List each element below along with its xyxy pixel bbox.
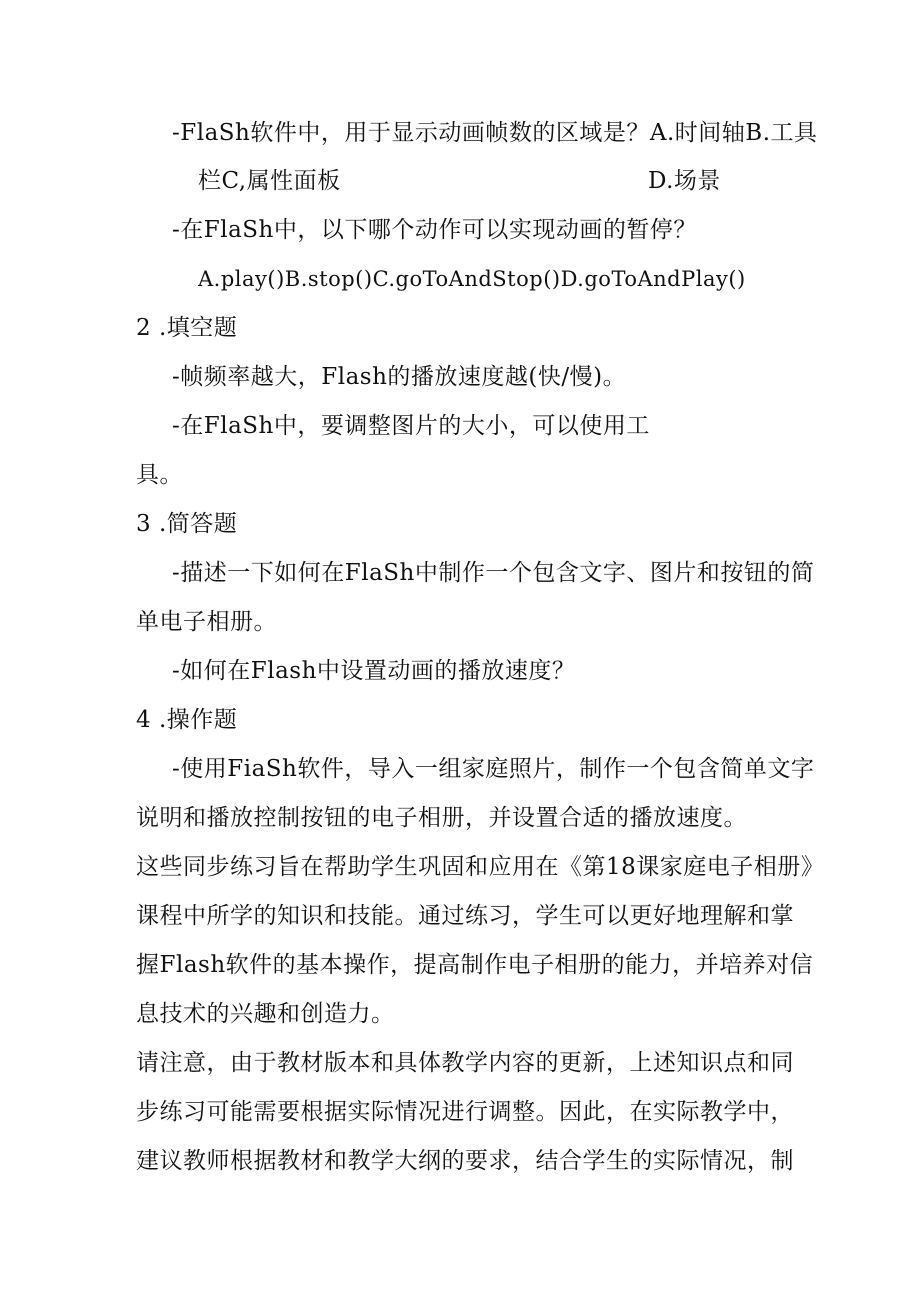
summary-paragraph-line-1: 这些同步练习旨在帮助学生巩固和应用在《第18课家庭电子相册》 xyxy=(136,854,825,880)
section-short-answer-heading: 3 .简答题 xyxy=(136,511,238,537)
operation-question-line-1: -使用FiaSh软件，导入一组家庭照片，制作一个包含简单文字 xyxy=(172,756,815,782)
short-question-1-line-1: -描述一下如何在FlaSh中制作一个包含文字、图片和按钮的简 xyxy=(172,560,815,586)
question-choice-1-line-1: -FlaSh软件中，用于显示动画帧数的区域是？A.时间轴B.工具 xyxy=(172,120,818,146)
section-fill-heading: 2 .填空题 xyxy=(136,315,238,341)
note-paragraph-line-2: 步练习可能需要根据实际情况进行调整。因此，在实际教学中， xyxy=(136,1099,794,1125)
question-choice-2: -在FlaSh中，以下哪个动作可以实现动画的暂停？ xyxy=(172,217,697,243)
fill-question-1: -帧频率越大，Flash的播放速度越(快/慢)。 xyxy=(172,364,627,390)
short-question-1-line-2: 单电子相册。 xyxy=(136,609,277,635)
note-paragraph-line-1: 请注意，由于教材版本和具体教学内容的更新，上述知识点和同 xyxy=(136,1050,794,1076)
summary-paragraph-line-2: 课程中所学的知识和技能。通过练习，学生可以更好地理解和掌 xyxy=(136,903,794,929)
short-question-2: -如何在Flash中设置动画的播放速度？ xyxy=(172,658,576,684)
section-operation-heading: 4 .操作题 xyxy=(136,707,238,733)
fill-question-2-line-2: 具。 xyxy=(136,462,183,488)
question-choice-1-line-2-options: 栏C,属性面板 xyxy=(198,168,341,194)
question-choice-1-option-d: D.场景 xyxy=(648,168,721,194)
question-choice-2-options: A.play()B.stop()C.goToAndStop()D.goToAndPlay() xyxy=(198,267,746,291)
operation-question-line-2: 说明和播放控制按钮的电子相册，并设置合适的播放速度。 xyxy=(136,805,747,831)
summary-paragraph-line-3: 握Flash软件的基本操作，提高制作电子相册的能力，并培养对信 xyxy=(136,952,814,978)
summary-paragraph-line-4: 息技术的兴趣和创造力。 xyxy=(136,1001,395,1027)
note-paragraph-line-3: 建议教师根据教材和教学大纲的要求，结合学生的实际情况，制 xyxy=(136,1148,794,1174)
fill-question-2-line-1: -在FlaSh中，要调整图片的大小，可以使用工 xyxy=(172,413,650,439)
